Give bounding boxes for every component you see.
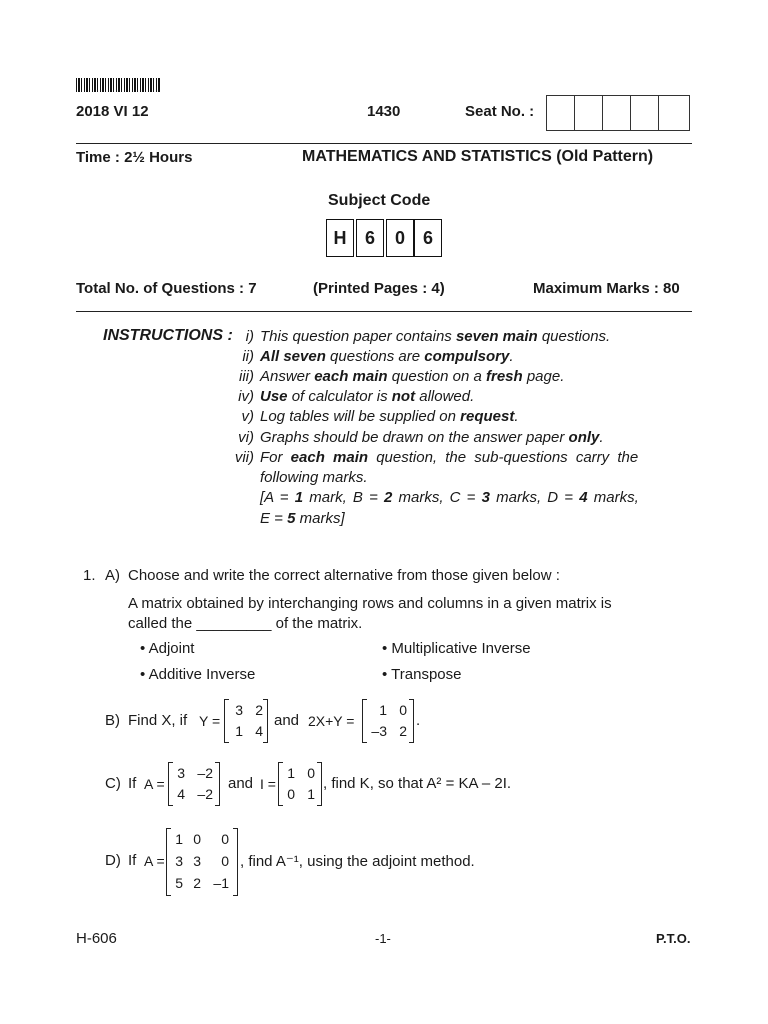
instruction-number: iv)	[238, 388, 254, 405]
matrix-cell: 2	[399, 723, 407, 739]
text: marks]	[295, 510, 345, 527]
subquestion-label: C)	[105, 775, 121, 792]
matrix-cell: –3	[371, 723, 387, 739]
matrix-cell: 0	[193, 831, 201, 847]
divider	[76, 143, 692, 144]
option-label: Transpose	[391, 666, 462, 683]
matrix-2x-plus-y	[362, 699, 414, 743]
instructions-label: INSTRUCTIONS :	[103, 327, 233, 344]
emphasis: only	[568, 429, 600, 446]
text: question, the sub-questions carry the	[368, 449, 639, 466]
instruction-text	[260, 429, 604, 446]
text: marks, D =	[489, 489, 580, 506]
subject-code-char: H	[326, 219, 354, 257]
seat-box	[630, 95, 659, 131]
text: E =	[260, 510, 288, 527]
text: This question paper contains	[260, 328, 456, 345]
instruction-text	[260, 510, 345, 527]
instruction-text	[260, 449, 638, 466]
math-text: I =	[260, 776, 276, 792]
seat-box	[574, 95, 603, 131]
math-text: Y =	[199, 713, 221, 729]
instruction-text	[260, 408, 519, 425]
matrix-cell: –2	[197, 765, 213, 781]
matrix-a	[168, 762, 220, 806]
printed-pages: (Printed Pages : 4)	[313, 280, 445, 297]
question-text: Choose and write the correct alternative from those given below :	[128, 567, 560, 584]
option-label: Additive Inverse	[148, 666, 256, 683]
instruction-number: vii)	[234, 449, 254, 466]
matrix-cell: 0	[221, 831, 229, 847]
question-text: , find K, so that A² = KA – 2I.	[323, 775, 512, 792]
matrix-cell: 0	[399, 702, 407, 718]
matrix-y	[224, 699, 268, 743]
instruction-text	[260, 489, 639, 506]
question-text: , find A⁻¹, using the adjoint method.	[240, 853, 475, 870]
subject-code-char: 0	[386, 219, 414, 257]
subquestion-label: B)	[105, 712, 120, 729]
text: marks, C =	[392, 489, 482, 506]
emphasis: compulsory	[424, 348, 510, 365]
subject-code-label: Subject Code	[328, 192, 431, 209]
text: .	[599, 429, 604, 446]
matrix-cell: 0	[307, 765, 315, 781]
matrix-cell: 1	[287, 765, 295, 781]
page-number: -1-	[375, 931, 391, 946]
pto: P.T.O.	[656, 931, 691, 946]
math-text: and	[228, 775, 254, 792]
text: Log tables will be supplied on	[260, 408, 461, 425]
matrix-cell: 4	[177, 786, 185, 802]
matrix-cell: 3	[175, 853, 183, 869]
option: • Additive Inverse	[140, 666, 256, 683]
text: [A =	[260, 489, 295, 506]
seat-box	[602, 95, 631, 131]
text: page.	[522, 368, 565, 385]
total-questions: Total No. of Questions : 7	[76, 280, 257, 297]
time-allowed: Time : 2½ Hours	[76, 149, 193, 166]
paper-title: MATHEMATICS AND STATISTICS (Old Pattern)	[302, 148, 654, 165]
matrix-cell: 3	[193, 853, 201, 869]
emphasis: 4	[579, 489, 588, 506]
matrix-cell: 1	[307, 786, 315, 802]
option: • Multiplicative Inverse	[382, 640, 531, 657]
footer-code: H-606	[76, 930, 117, 947]
punctuation: .	[416, 712, 421, 729]
emphasis: Use	[260, 388, 288, 405]
matrix-cell: 1	[175, 831, 183, 847]
text: of calculator is	[287, 388, 392, 405]
instruction-number: vi)	[238, 429, 254, 446]
text: questions are	[325, 348, 425, 365]
subject-code-char: 6	[356, 219, 384, 257]
emphasis: fresh	[485, 368, 523, 385]
matrix-cell: 3	[177, 765, 185, 781]
question-text: Find X, if	[128, 712, 188, 729]
math-text: and	[274, 712, 300, 729]
text: marks,	[587, 489, 639, 506]
emphasis: 3	[481, 489, 490, 506]
paper-number: 1430	[367, 103, 401, 120]
matrix-cell: 0	[287, 786, 295, 802]
option-label: Multiplicative Inverse	[391, 640, 531, 657]
matrix-cell: 1	[235, 723, 243, 739]
text: Graphs should be drawn on the answer paper	[260, 429, 569, 446]
text: .	[509, 348, 514, 365]
matrix-cell: 2	[255, 702, 263, 718]
instruction-number: v)	[241, 408, 254, 425]
math-text: If	[128, 852, 137, 869]
seat-label: Seat No. :	[465, 103, 535, 120]
matrix-cell: 2	[193, 875, 201, 891]
seat-box	[658, 95, 690, 131]
instruction-text	[260, 388, 474, 405]
matrix-cell: –2	[197, 786, 213, 802]
instruction-text	[260, 348, 513, 365]
math-text: A =	[144, 853, 165, 869]
matrix-cell: 4	[255, 723, 263, 739]
paper-code: 2018 VI 12	[76, 103, 149, 120]
matrix-cell: 5	[175, 875, 183, 891]
emphasis: 5	[287, 510, 296, 527]
option-label: Adjoint	[148, 640, 195, 657]
math-text: A =	[144, 776, 165, 792]
emphasis: seven main	[455, 328, 538, 345]
emphasis: 1	[294, 489, 304, 506]
math-text: 2X+Y =	[308, 713, 355, 729]
text: Answer	[260, 368, 315, 385]
matrix-cell: 0	[221, 853, 229, 869]
subquestion-label: A)	[105, 567, 120, 584]
instruction-number: i)	[245, 328, 254, 345]
emphasis: request	[460, 408, 515, 425]
emphasis: 2	[384, 489, 393, 506]
question-number: 1.	[83, 567, 96, 584]
emphasis: All seven	[260, 348, 326, 365]
math-text: If	[128, 775, 137, 792]
matrix-cell: 3	[235, 702, 243, 718]
question-stem: called the _________ of the matrix.	[128, 615, 363, 632]
option: • Adjoint	[140, 640, 195, 657]
subquestion-label: D)	[105, 852, 121, 869]
instruction-number: iii)	[239, 368, 254, 385]
emphasis: not	[391, 388, 416, 405]
option: • Transpose	[382, 666, 462, 683]
text: question on a	[387, 368, 486, 385]
text: For	[260, 449, 291, 466]
max-marks: Maximum Marks : 80	[533, 280, 680, 297]
text: questions.	[537, 328, 611, 345]
text: allowed.	[415, 388, 475, 405]
subject-code-char: 6	[414, 219, 442, 257]
emphasis: each main	[314, 368, 388, 385]
matrix-cell: –1	[213, 875, 229, 891]
instruction-text	[260, 368, 564, 385]
barcode	[76, 78, 160, 92]
matrix-identity	[278, 762, 322, 806]
matrix-d	[166, 828, 238, 896]
text: .	[514, 408, 519, 425]
question-stem: A matrix obtained by interchanging rows and columns in a given matrix is	[128, 595, 612, 612]
instruction-number: ii)	[242, 348, 254, 365]
matrix-cell: 1	[379, 702, 387, 718]
divider	[76, 311, 692, 312]
instruction-text	[260, 328, 610, 345]
emphasis: each main	[290, 449, 369, 466]
seat-box	[546, 95, 575, 131]
instruction-text: following marks.	[260, 469, 368, 486]
text: mark, B =	[303, 489, 384, 506]
